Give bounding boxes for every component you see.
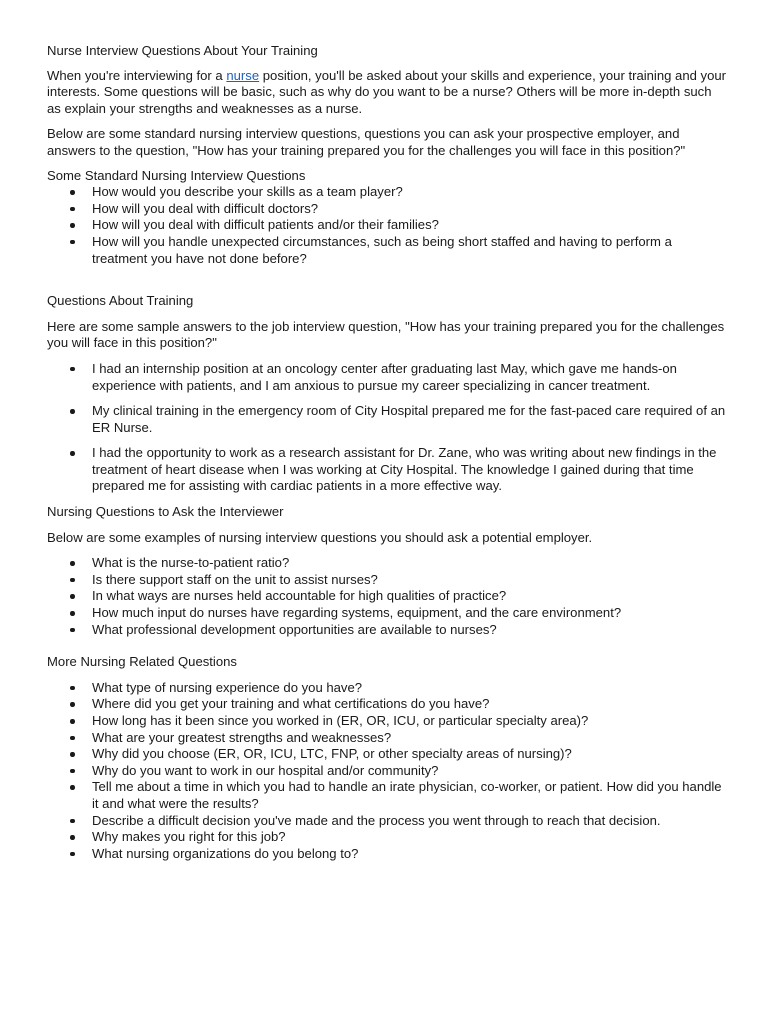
training-answers-list	[47, 361, 727, 495]
list-item: How will you handle unexpected circumstances, such as being short staffed and having to perform a treatment you have not done before?	[47, 234, 727, 267]
list-item: What is the nurse-to-patient ratio?	[47, 555, 727, 572]
training-heading: Questions About Training	[47, 293, 194, 309]
list-item: How would you describe your skills as a team player?	[47, 184, 727, 201]
nurse-link[interactable]: nurse	[226, 67, 260, 83]
list-item: Tell me about a time in which you had to handle an irate physician, co-worker, or patient. How did you handle it and what were the results?	[47, 779, 727, 812]
list-item: What professional development opportunities are available to nurses?	[47, 622, 727, 639]
ask-interviewer-intro: Below are some examples of nursing interview questions you should ask a potential employer.	[47, 529, 593, 545]
intro-paragraph	[47, 68, 727, 118]
intro-text-before: When you're interviewing for a	[47, 67, 227, 83]
list-item: What type of nursing experience do you have?	[47, 680, 727, 697]
list-item: Where did you get your training and what certifications do you have?	[47, 696, 727, 713]
list-item: How long has it been since you worked in (ER, OR, ICU, or particular specialty area)?	[47, 713, 727, 730]
list-item: What are your greatest strengths and weaknesses?	[47, 730, 727, 747]
training-intro: Here are some sample answers to the job interview question, "How has your training prepared you for the challenges you will face in this position?"	[47, 318, 725, 351]
list-item: In what ways are nurses held accountable for high qualities of practice?	[47, 588, 727, 605]
standard-questions-heading: Some Standard Nursing Interview Questions	[47, 167, 306, 183]
list-item: I had the opportunity to work as a research assistant for Dr. Zane, who was writing about new findings in the treatment of heart disease when I was working at City Hospital. The knowledge I gained during that time prepared me for assisting with cardiac patients in a more effective way.	[47, 445, 727, 495]
list-item: I had an internship position at an oncology center after graduating last May, which gave me hands-on experience with patients, and I am anxious to pursue my career specializing in cancer treatment.	[47, 361, 727, 394]
list-item: Why did you choose (ER, OR, ICU, LTC, FNP, or other specialty areas of nursing)?	[47, 746, 727, 763]
intro-paragraph-2: Below are some standard nursing interview questions, questions you can ask your prospective employer, and answers to the question, "How has your training prepared you for the challenges you will face in this position?"	[47, 126, 686, 158]
more-questions-heading: More Nursing Related Questions	[47, 654, 237, 670]
list-item: Describe a difficult decision you've made and the process you went through to reach that decision.	[47, 813, 727, 830]
page-title: Nurse Interview Questions About Your Training	[47, 43, 318, 58]
list-item: How much input do nurses have regarding systems, equipment, and the care environment?	[47, 605, 727, 622]
list-item: How will you deal with difficult doctors?	[47, 201, 727, 218]
document-page	[47, 43, 727, 862]
ask-interviewer-list	[47, 555, 727, 638]
list-item: What nursing organizations do you belong to?	[47, 846, 727, 863]
ask-interviewer-heading: Nursing Questions to Ask the Interviewer	[47, 504, 284, 520]
list-item: My clinical training in the emergency room of City Hospital prepared me for the fast-paced care required of an ER Nurse.	[47, 403, 727, 436]
list-item: Why do you want to work in our hospital and/or community?	[47, 763, 727, 780]
intro-text-after: position, you'll be asked about your skills and experience, your training and your interests. Some questions will be basic, such as why do you want to be a nurse? Others will be more in-depth such as explain your strengths and weaknesses as a nurse.	[47, 67, 726, 116]
more-questions-list	[47, 680, 727, 863]
list-item: Is there support staff on the unit to assist nurses?	[47, 572, 727, 589]
list-item: How will you deal with difficult patients and/or their families?	[47, 217, 727, 234]
standard-questions-list	[47, 184, 727, 267]
list-item: Why makes you right for this job?	[47, 829, 727, 846]
